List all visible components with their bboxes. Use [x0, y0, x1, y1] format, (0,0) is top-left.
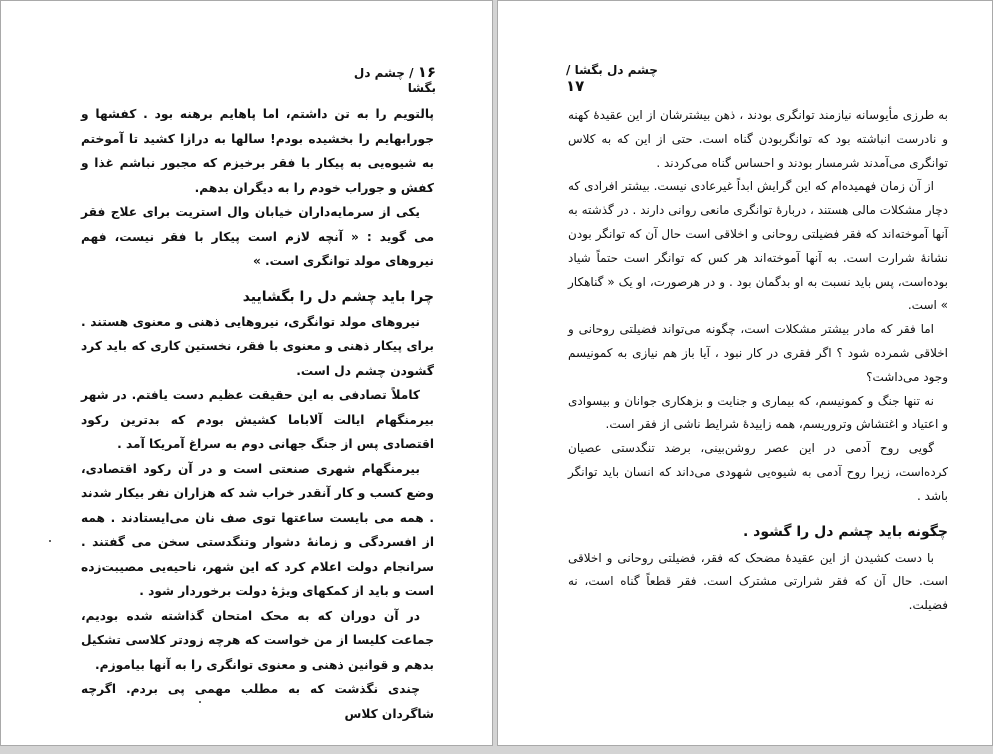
section-heading: چرا باید چشم دل را بگشایید	[242, 288, 434, 305]
scan-speck	[49, 540, 51, 542]
left-book-page	[0, 0, 493, 746]
paragraph: چندی نگذشت که به مطلب مهمی پی بردم. اگرچه شاگردان کلاس	[81, 682, 434, 721]
paragraph: پالتویم را به تن داشتم، اما پاهایم برهنه بود . کفشها و جورابهایم را بخشیده بودم! سالها به درازا کشید تا آموختم به شیوه‌یی به پیکار با فقر برخیزم که مجبور نباشم غذا و کفش و جوراب خودم را به دیگران بدهم.	[81, 107, 434, 195]
running-title: چشم دل بگشا	[574, 63, 658, 77]
running-header: چشم دل بگشا / ۱۷	[566, 63, 658, 95]
paragraph: نیروهای مولد توانگری، نیروهایی ذهنی و معنوی هستند . برای پیکار ذهنی و معنوی با فقر، نخستین کاری که باید کرد گشودن چشم دل است.	[81, 314, 434, 378]
section-heading: چگونه باید چشم دل را گشود .	[742, 523, 948, 540]
right-book-page	[497, 0, 993, 746]
paragraph: با دست کشیدن از این عقیدهٔ مضحک که فقر، فضیلتی روحانی و اخلاقی است. حال آن که فقر شرارتی مشترک است. فقر قطعاً گناه است، نه فضیلت.	[568, 550, 948, 613]
paragraph: کاملاً تصادفی به این حقیقت عظیم دست یافتم. در شهر بیرمنگهام ایالت آلاباما کشیش بودم که بدترین رکود اقتصادی پس از جنگ جهانی دوم به سراغ آمریکا آمد .	[81, 388, 434, 451]
scan-speck	[199, 701, 201, 703]
page-number: ۱۶	[417, 63, 436, 81]
paragraph: گویی روح آدمی در این عصر روشن‌بینی، برضد تنگدستی عصیان کرده‌است، زیرا روح آدمی به شیوه‌یی شهودی می‌داند که انسان باید توانگر باشد .	[568, 441, 948, 503]
page-body	[568, 104, 948, 618]
paragraph: از آن زمان فهمیده‌ام که این گرایش ابداً غیرعادی نیست. بیشتر افرادی که دچار مشکلات مالی هستند ، دربارهٔ توانگری مانعی روانی دارند . در گذشته به آنها آموخته‌اند که فقر فضیلتی روحانی و اخلاقی است حال آن که توانگر بودن نشانهٔ شرارت است. به آنها آموخته‌اند هر کس که توانگر است حتماً شیاد بوده‌است، پس باید نسبت به او بدگمان بود . و در هرصورت، او یک « گناهکار » است.	[568, 179, 948, 313]
page-number: ۱۷	[566, 77, 585, 95]
paragraph: به طرزی مأیوسانه نیازمند توانگری بودند ، ذهن بیشترشان از این عقیدهٔ کهنه و نادرست انباشته بود که توانگربودن گناه است. حتی از این که به کلاس توانگری می‌آمدند شرمسار بودند و احساس گناه می‌کردند .	[568, 108, 948, 170]
paragraph: در آن دوران که به محک امتحان گذاشته شده بودیم، جماعت کلیسا از من خواست که هرچه زودتر کلاسی تشکیل بدهم و قوانین ذهنی و معنوی توانگری را به آنها بیاموزم.	[81, 608, 434, 672]
running-title: چشم دل بگشا	[353, 66, 436, 95]
running-header: ۱۶ / چشم دل بگشا	[353, 63, 436, 95]
paragraph: بیرمنگهام شهری صنعتی است و در آن رکود اقتصادی، وضع کسب و کار آنقدر خراب شد که هزاران نفر بیکار شدند . همه می بایست ساعتها توی صف نان می‌ایستادند . همه از افسردگی و زمانهٔ دشوار وتنگدستی سخن می گفتند . سرانجام دولت اعلام کرد که این شهر، ناحیه‌یی مصیبت‌زده است و باید از کمکهای ویژهٔ دولت برخوردار شود .	[81, 461, 434, 598]
paragraph: یکی از سرمایه‌داران خیابان وال استریت برای علاج فقر می گوید : « آنچه لازم است پیکار با فقر نیست، فهم نیروهای مولد توانگری است. »	[81, 205, 434, 268]
page-body	[81, 102, 434, 726]
paragraph: نه تنها جنگ و کمونیسم، که بیماری و جنایت و بزهکاری جوانان و بیسوادی و اعتیاد و اغتشاش وتروریسم، همه زاییدهٔ شرایط ناشی از فقر است.	[568, 393, 948, 432]
paragraph: اما فقر که مادر بیشتر مشکلات است، چگونه می‌تواند فضیلتی روحانی و اخلاقی شمرده شود ؟ اگر فقری در کار نبود ، آیا باز هم نیازی به کمونیسم وجود می‌داشت؟	[568, 322, 948, 384]
